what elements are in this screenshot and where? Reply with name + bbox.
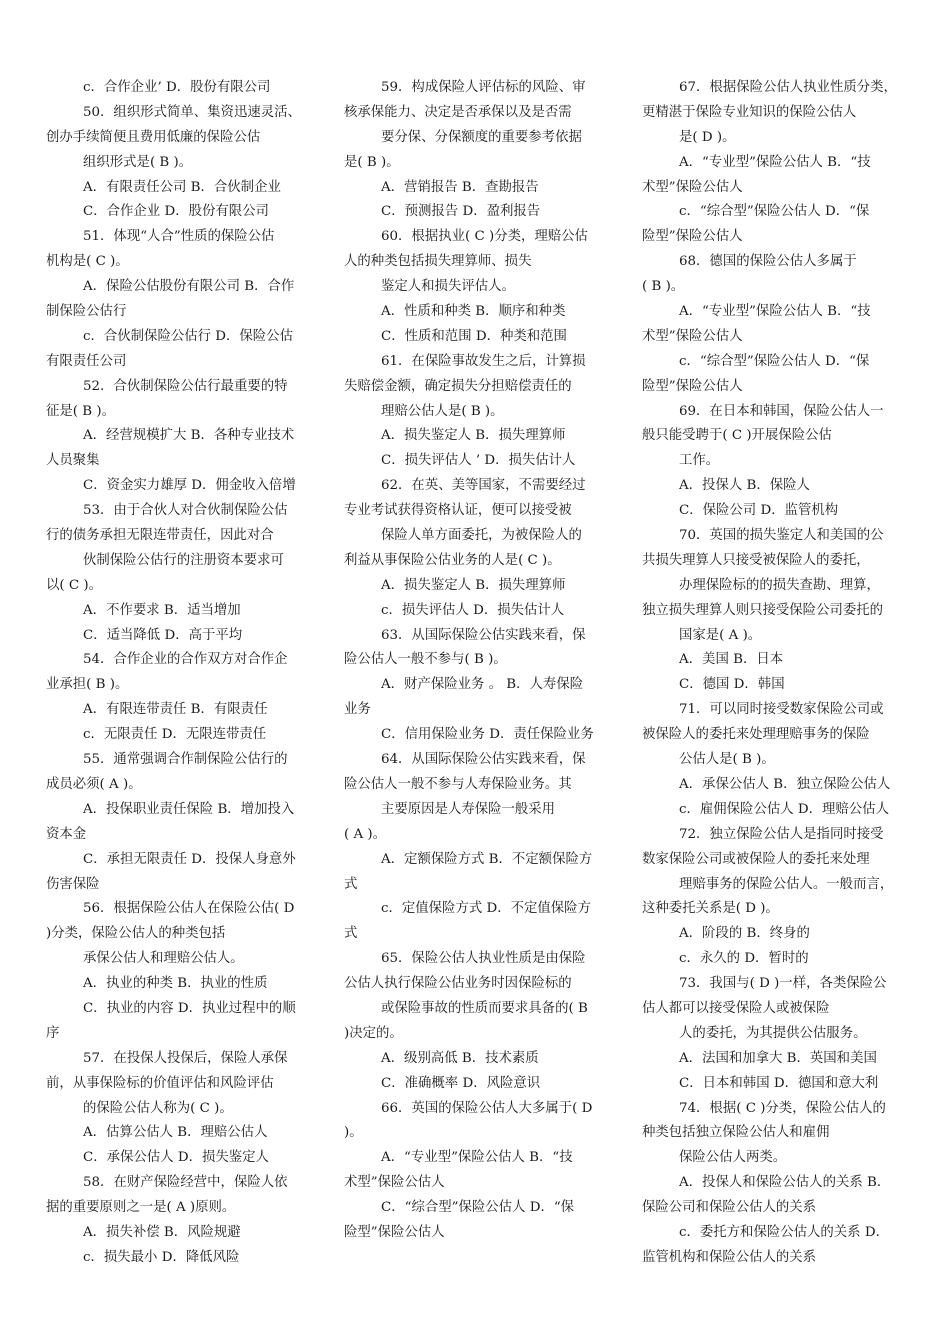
text-line: 失赔偿金额，确定损失分担赔偿责任的 bbox=[344, 378, 572, 394]
text-line: 要分保、分保额度的重要参考依据 bbox=[381, 129, 582, 145]
text-line: 66．英国的保险公估人大多属于( D bbox=[381, 1100, 593, 1116]
text-line: 成员必须( A )。 bbox=[46, 776, 142, 792]
text-line: C．损失评估人 ’ D．损失估计人 bbox=[381, 453, 576, 469]
text-line: c．合伙制保险公估行 D．保险公估 bbox=[83, 328, 293, 344]
text-line: )决定的。 bbox=[344, 1025, 403, 1041]
text-line: 更精湛于保险专业知识的保险公估人 bbox=[642, 104, 857, 120]
text-line: C．合作企业 D．股份有限公司 bbox=[83, 204, 269, 220]
text-line: 保险公司和保险公估人的关系 bbox=[642, 1200, 817, 1216]
text-line: C．准确概率 D．风险意识 bbox=[381, 1075, 541, 1091]
text-line: A．损失鉴定人 B．损失理算师 bbox=[381, 577, 566, 593]
text-line: c．定值保险方式 D．不定值保险方 bbox=[381, 901, 591, 917]
text-line: 业承担( B )。 bbox=[46, 677, 129, 693]
text-line: 62．在英、美等国家，不需要经过 bbox=[381, 478, 586, 494]
text-line: 般只能受聘于( C )开展保险公估 bbox=[642, 428, 832, 444]
text-line: 国家是( A )。 bbox=[679, 627, 762, 643]
text-line: 69．在日本和韩国，保险公估人一 bbox=[679, 403, 884, 419]
text-line: C．承担无限责任 D．投保人身意外 bbox=[83, 851, 296, 867]
text-column-middle bbox=[344, 76, 616, 1246]
text-line: A．美国 B．日本 bbox=[679, 652, 784, 668]
text-line: 创办手续简便且费用低廉的保险公估 bbox=[46, 129, 261, 145]
text-line: 人的委托，为其提供公估服务。 bbox=[679, 1025, 867, 1041]
text-line: 理赔事务的保险公估人。一般而言， bbox=[679, 876, 894, 892]
text-line: 理赔公估人是( B )。 bbox=[381, 403, 504, 419]
text-line: 前，从事保险标的价值评估和风险评估 bbox=[46, 1075, 274, 1091]
text-line: 独立损失理算人则只接受保险公司委托的 bbox=[642, 602, 884, 618]
text-line: 65．保险公估人执业性质是由保险 bbox=[381, 951, 586, 967]
text-line: A．财产保险业务 。 B．人寿保险 bbox=[381, 677, 584, 693]
text-line: 伙制保险公估行的注册资本要求可 bbox=[83, 552, 284, 568]
text-line: A．营销报告 B．查勘报告 bbox=[381, 179, 539, 195]
text-line: 险型”保险公估人 bbox=[344, 1224, 445, 1240]
text-line: A．承保公估人 B．独立保险公估人 bbox=[679, 776, 891, 792]
text-line: C．执业的内容 D．执业过程中的顺 bbox=[83, 1000, 296, 1016]
text-line: A．法国和加拿大 B．英国和美国 bbox=[679, 1050, 877, 1066]
text-line: C．承保公估人 D．损失鉴定人 bbox=[83, 1150, 269, 1166]
text-line: ( A )。 bbox=[344, 826, 387, 842]
text-line: 58．在财产保险经营中，保险人依 bbox=[83, 1175, 288, 1191]
text-line: A．“专业型”保险公估人 B．“技 bbox=[679, 154, 871, 170]
text-line: 鉴定人和损失评估人。 bbox=[381, 279, 515, 295]
text-line: c．永久的 D．暂时的 bbox=[679, 951, 809, 967]
text-line: A．保险公估股份有限公司 B．合作 bbox=[83, 279, 295, 295]
text-line: c．损失最小 D．降低风险 bbox=[83, 1249, 240, 1265]
text-line: c．雇佣保险公估人 D．理赔公估人 bbox=[679, 801, 889, 817]
text-line: 组织形式是( B )。 bbox=[83, 154, 193, 170]
text-line: 保险公估人两类。 bbox=[679, 1150, 787, 1166]
text-line: 64．从国际保险公估实践来看，保 bbox=[381, 752, 586, 768]
text-line: 式 bbox=[344, 926, 358, 942]
text-line: 机构是( C )。 bbox=[46, 254, 129, 270]
text-line: 人员聚集 bbox=[46, 453, 100, 469]
text-line: 术型”保险公估人 bbox=[642, 328, 743, 344]
text-line: C．资金实力雄厚 D．佣金收入倍增 bbox=[83, 478, 296, 494]
text-line: 54．合作企业的合作双方对合作企 bbox=[83, 652, 288, 668]
text-line: 险型”保险公估人 bbox=[642, 378, 743, 394]
text-line: A．执业的种类 B．执业的性质 bbox=[83, 976, 268, 992]
text-line: 险公估人一般不参与( B )。 bbox=[344, 652, 507, 668]
text-line: 73．我国与( D )一样，各类保险公 bbox=[679, 976, 887, 992]
text-line: 61．在保险事故发生之后，计算损 bbox=[381, 353, 586, 369]
text-line: 的保险公估人称为( C )。 bbox=[83, 1100, 233, 1116]
text-line: 据的重要原则之一是( A )原则。 bbox=[46, 1200, 236, 1216]
text-line: 利益从事保险公估业务的人是( C )。 bbox=[344, 552, 561, 568]
text-line: C．性质和范围 D．种类和范围 bbox=[381, 328, 567, 344]
text-line: 71．可以同时接受数家保险公司或 bbox=[679, 702, 884, 718]
text-line: ( B )。 bbox=[642, 279, 685, 295]
text-line: C．“综合型”保险公估人 D．“保 bbox=[381, 1200, 575, 1216]
text-line: 这种委托关系是( D )。 bbox=[642, 901, 779, 917]
text-line: c．“综合型”保险公估人 D．“保 bbox=[679, 353, 870, 369]
text-line: 式 bbox=[344, 876, 358, 892]
text-line: 被保险人的委托来处理理赔事务的保险 bbox=[642, 727, 870, 743]
text-line: 共损失理算人只接受被保险人的委托， bbox=[642, 552, 870, 568]
text-line: A．估算公估人 B．理赔公估人 bbox=[83, 1125, 268, 1141]
text-line: 是( B )。 bbox=[344, 154, 400, 170]
text-line: 制保险公估行 bbox=[46, 304, 127, 320]
text-line: 序 bbox=[46, 1025, 60, 1041]
text-line: A．性质和种类 B．顺序和种类 bbox=[381, 304, 566, 320]
text-line: 51．体现“人合”性质的保险公估 bbox=[83, 229, 275, 245]
text-line: A．有限连带责任 B．有限责任 bbox=[83, 702, 268, 718]
text-line: 保险人单方面委托，为被保险人的 bbox=[381, 528, 582, 544]
text-line: 或保险事故的性质而要求具备的( B bbox=[381, 1000, 588, 1016]
text-line: 公估人是( B )。 bbox=[679, 752, 775, 768]
text-line: 70．英国的损失鉴定人和美国的公 bbox=[679, 528, 884, 544]
text-line: A．投保人和保险公估人的关系 B． bbox=[679, 1175, 891, 1191]
text-line: 63．从国际保险公估实践来看，保 bbox=[381, 627, 586, 643]
text-line: 种类包括独立保险公估人和雇佣 bbox=[642, 1125, 830, 1141]
text-line: A．投保人 B．保险人 bbox=[679, 478, 810, 494]
text-line: C．预测报告 D．盈利报告 bbox=[381, 204, 541, 220]
text-line: 50．组织形式简单、集资迅速灵活、 bbox=[83, 104, 301, 120]
text-line: 行的债务承担无限连带责任，因此对合 bbox=[46, 528, 274, 544]
text-line: A．损失鉴定人 B．损失理算师 bbox=[381, 428, 566, 444]
text-line: 征是( B )。 bbox=[46, 403, 115, 419]
text-line: 60．根据执业( C )分类，理赔公估 bbox=[381, 229, 588, 245]
text-line: 险型”保险公估人 bbox=[642, 229, 743, 245]
text-line: 险公估人一般不参与人寿保险业务。其 bbox=[344, 776, 572, 792]
text-column-right bbox=[642, 76, 914, 1271]
text-line: C．信用保险业务 D．责任保险业务 bbox=[381, 727, 594, 743]
text-line: C．保险公司 D．监管机构 bbox=[679, 503, 839, 519]
text-line: c．合作企业’ D．股份有限公司 bbox=[83, 80, 271, 95]
text-line: 59．构成保险人评估标的风险、审 bbox=[381, 80, 586, 95]
text-line: 有限责任公司 bbox=[46, 353, 127, 369]
text-line: 核承保能力、决定是否承保以及是否需 bbox=[344, 104, 572, 120]
text-line: c．无限责任 D．无限连带责任 bbox=[83, 727, 267, 743]
text-line: A．阶段的 B．终身的 bbox=[679, 926, 810, 942]
text-line: 监管机构和保险公估人的关系 bbox=[642, 1249, 817, 1265]
text-line: A．级别高低 B．技术素质 bbox=[381, 1050, 539, 1066]
text-line: c．损失评估人 D．损失估计人 bbox=[381, 602, 565, 618]
text-line: 72．独立保险公估人是指同时接受 bbox=[679, 826, 884, 842]
text-line: 工作。 bbox=[679, 453, 720, 469]
text-line: 资本金 bbox=[46, 826, 87, 842]
text-line: 承保公估人和理赔公估人。 bbox=[83, 951, 244, 967]
text-line: )分类，保险公估人的种类包括 bbox=[46, 926, 226, 942]
text-line: 67．根据保险公估人执业性质分类， bbox=[679, 80, 897, 95]
text-line: c．委托方和保险公估人的关系 D． bbox=[679, 1224, 889, 1240]
text-line: 专业考试获得资格认证，便可以接受被 bbox=[344, 503, 572, 519]
text-line: 人的种类包括损失理算师、损失 bbox=[344, 254, 532, 270]
text-column-left bbox=[46, 76, 318, 1271]
text-line: 数家保险公司或被保险人的委托来处理 bbox=[642, 851, 870, 867]
text-line: c．“综合型”保险公估人 D．“保 bbox=[679, 204, 870, 220]
text-line: A．定额保险方式 B．不定额保险方 bbox=[381, 851, 593, 867]
text-line: 57．在投保人投保后，保险人承保 bbox=[83, 1050, 288, 1066]
text-line: 74．根据( C )分类，保险公估人的 bbox=[679, 1100, 886, 1116]
text-line: 68．德国的保险公估人多属于 bbox=[679, 254, 857, 270]
text-line: C．适当降低 D．高于平均 bbox=[83, 627, 243, 643]
text-line: 主要原因是人寿保险一般采用 bbox=[381, 801, 556, 817]
text-line: A．不作要求 B．适当增加 bbox=[83, 602, 241, 618]
text-line: 52．合伙制保险公估行最重要的特 bbox=[83, 378, 288, 394]
text-line: 估人都可以接受保险人或被保险 bbox=[642, 1000, 830, 1016]
text-line: A．损失补偿 B．风险规避 bbox=[83, 1224, 241, 1240]
text-line: A．投保职业责任保险 B．增加投入 bbox=[83, 801, 295, 817]
text-line: 业务 bbox=[344, 702, 371, 718]
text-line: 办理保险标的的损失查勘、理算， bbox=[679, 577, 880, 593]
text-line: A．“专业型”保险公估人 B．“技 bbox=[679, 304, 871, 320]
text-line: 伤害保险 bbox=[46, 876, 100, 892]
text-line: )。 bbox=[344, 1125, 363, 1141]
text-line: 56．根据保险公估人在保险公估( D bbox=[83, 901, 295, 917]
text-line: A．“专业型”保险公估人 B．“技 bbox=[381, 1150, 573, 1166]
text-line: 53．由于合伙人对合伙制保险公估 bbox=[83, 503, 288, 519]
text-line: 以( C )。 bbox=[46, 577, 102, 593]
text-line: 公估人执行保险公估业务时因保险标的 bbox=[344, 976, 572, 992]
text-line: 术型”保险公估人 bbox=[344, 1175, 445, 1191]
text-line: C．德国 D．韩国 bbox=[679, 677, 785, 693]
text-line: A．经营规模扩大 B．各种专业技术 bbox=[83, 428, 295, 444]
text-line: A．有限责任公司 B．合伙制企业 bbox=[83, 179, 281, 195]
text-line: 是( D )。 bbox=[679, 129, 736, 145]
text-line: C．日本和韩国 D．德国和意大利 bbox=[679, 1075, 879, 1091]
text-line: 术型”保险公估人 bbox=[642, 179, 743, 195]
text-line: 55．通常强调合作制保险公估行的 bbox=[83, 752, 288, 768]
